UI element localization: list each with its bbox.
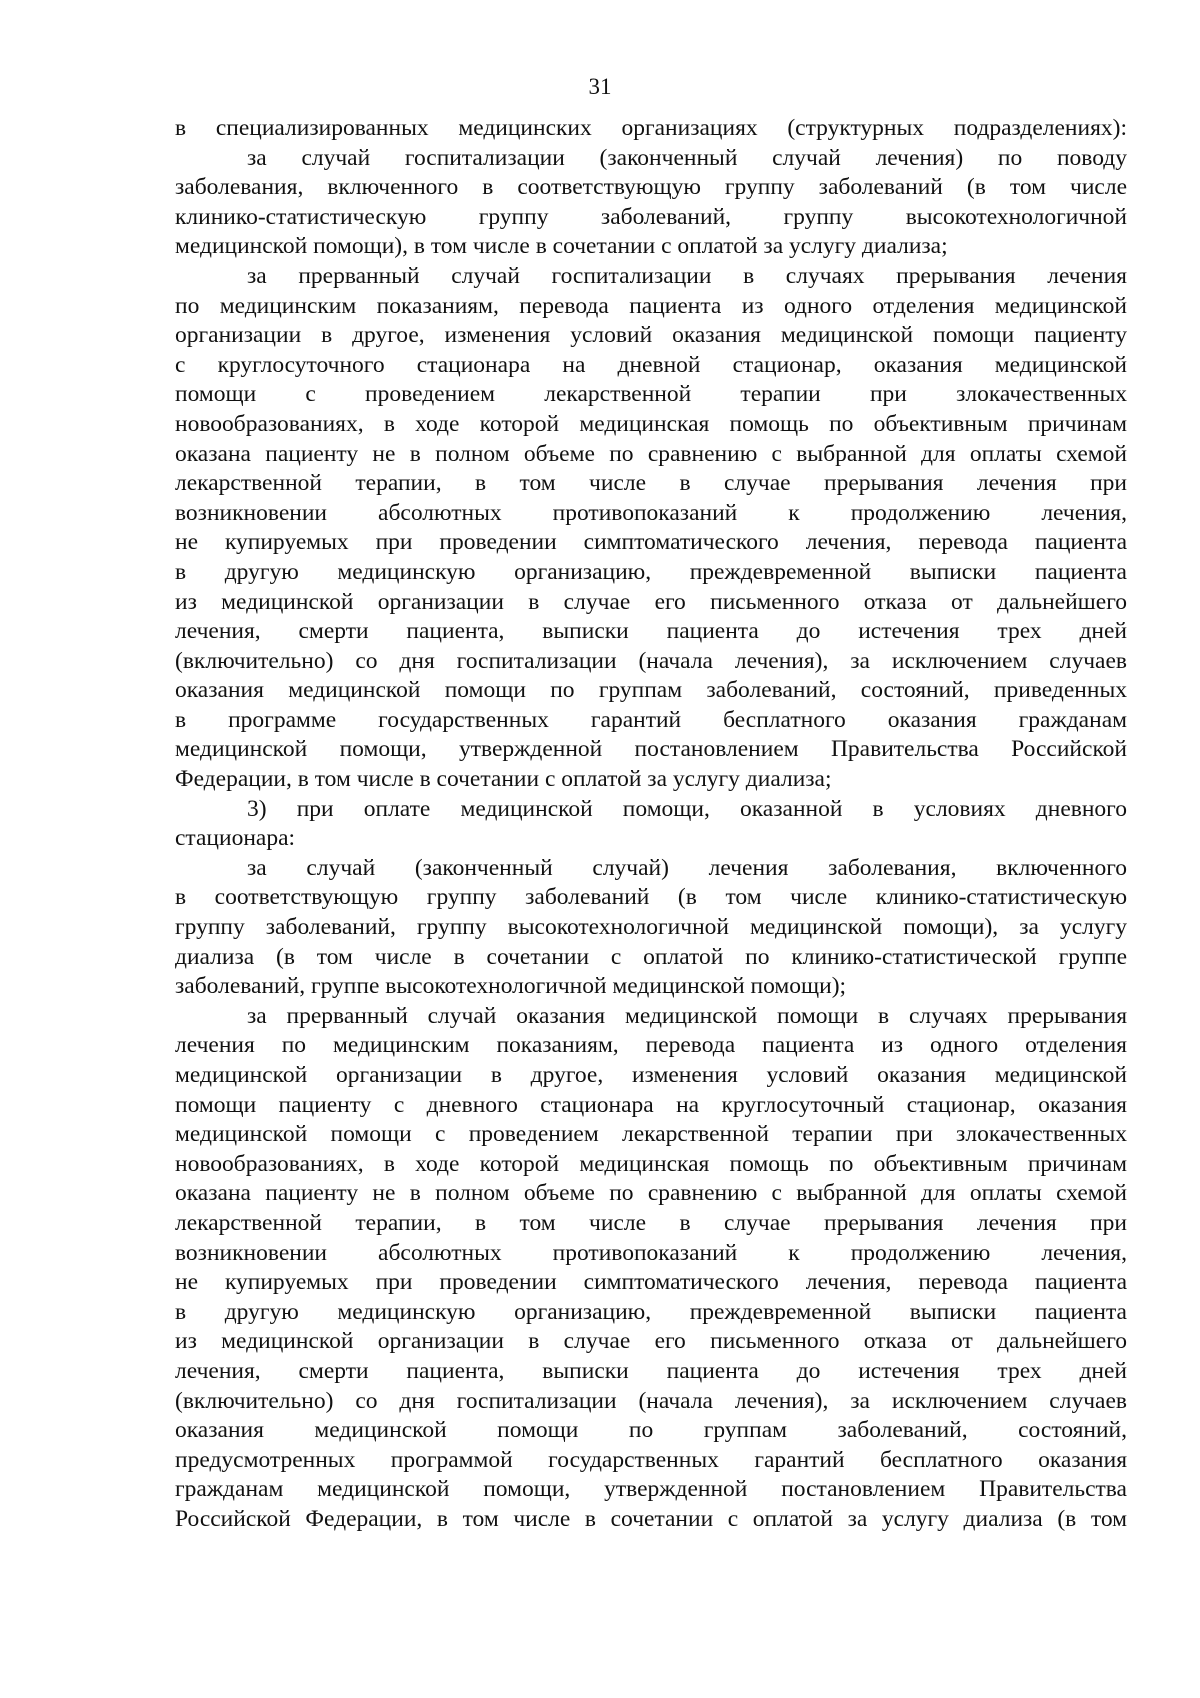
text-line: лечения, смерти пациента, выписки пациента до истечения трех дней <box>175 1357 1127 1384</box>
text-line: не купируемых при проведении симптоматического лечения, перевода пациента <box>175 529 1127 556</box>
text-line: диализа (в том числе в сочетании с оплатой по клинико-статистической группе <box>175 943 1127 970</box>
text-line: медицинской помощи), в том числе в сочетании с оплатой за услугу диализа; <box>175 233 948 260</box>
text-line: предусмотренных программой государственных гарантий бесплатного оказания <box>175 1446 1127 1473</box>
text-line: в другую медицинскую организацию, преждевременной выписки пациента <box>175 558 1127 585</box>
text-line: (включительно) со дня госпитализации (начала лечения), за исключением случаев <box>175 647 1127 674</box>
text-line: новообразованиях, в ходе которой медицинская помощь по объективным причинам <box>175 1150 1127 1177</box>
body-text <box>175 114 1127 1535</box>
text-line: оказания медицинской помощи по группам заболеваний, состояний, <box>175 1417 1127 1444</box>
text-line: лекарственной терапии, в том числе в случае прерывания лечения при <box>175 470 1127 497</box>
text-line: возникновении абсолютных противопоказаний к продолжению лечения, <box>175 499 1127 526</box>
text-line: в программе государственных гарантий бесплатного оказания гражданам <box>175 706 1127 733</box>
text-line: по медицинским показаниям, перевода пациента из одного отделения медицинской <box>175 292 1127 319</box>
text-line: в другую медицинскую организацию, преждевременной выписки пациента <box>175 1298 1127 1325</box>
text-line: Федерации, в том числе в сочетании с оплатой за услугу диализа; <box>175 766 832 793</box>
text-line: медицинской помощи, утвержденной постановлением Правительства Российской <box>175 736 1127 763</box>
text-line: заболеваний, группе высокотехнологичной медицинской помощи); <box>175 973 847 1000</box>
text-line: за случай госпитализации (законченный случай лечения) по поводу <box>247 144 1127 171</box>
text-line: в соответствующую группу заболеваний (в том числе клинико-статистическую <box>175 884 1127 911</box>
text-line: медицинской помощи с проведением лекарственной терапии при злокачественных <box>175 1121 1127 1148</box>
text-line: клинико-статистическую группу заболеваний, группу высокотехнологичной <box>175 203 1127 230</box>
text-line: за прерванный случай оказания медицинской помощи в случаях прерывания <box>247 1002 1127 1029</box>
text-line: из медицинской организации в случае его письменного отказа от дальнейшего <box>175 1328 1127 1355</box>
text-line: гражданам медицинской помощи, утвержденной постановлением Правительства <box>175 1476 1127 1503</box>
text-line: оказана пациенту не в полном объеме по сравнению с выбранной для оплаты схемой <box>175 440 1127 467</box>
text-line: за прерванный случай госпитализации в случаях прерывания лечения <box>247 262 1127 289</box>
text-line: медицинской организации в другое, изменения условий оказания медицинской <box>175 1062 1127 1088</box>
text-line: с круглосуточного стационара на дневной стационар, оказания медицинской <box>175 351 1127 378</box>
text-line: новообразованиях, в ходе которой медицинская помощь по объективным причинам <box>175 410 1127 437</box>
text-line: группу заболеваний, группу высокотехнологичной медицинской помощи), за услугу <box>175 914 1127 941</box>
text-line: в специализированных медицинских организациях (структурных подразделениях): <box>175 115 1127 141</box>
text-line: оказана пациенту не в полном объеме по сравнению с выбранной для оплаты схемой <box>175 1180 1127 1207</box>
text-line: помощи с проведением лекарственной терапии при злокачественных <box>175 381 1127 408</box>
text-line: оказания медицинской помощи по группам заболеваний, состояний, приведенных <box>175 677 1127 704</box>
text-line: Российской Федерации, в том числе в сочетании с оплатой за услугу диализа (в том <box>175 1505 1127 1532</box>
text-line: лечения, смерти пациента, выписки пациента до истечения трех дней <box>175 618 1127 645</box>
text-line: (включительно) со дня госпитализации (начала лечения), за исключением случаев <box>175 1387 1127 1414</box>
page-number: 31 <box>588 74 612 99</box>
text-line: за случай (законченный случай) лечения заболевания, включенного <box>247 854 1127 881</box>
text-line: лекарственной терапии, в том числе в случае прерывания лечения при <box>175 1209 1127 1236</box>
text-line: помощи пациенту с дневного стационара на круглосуточный стационар, оказания <box>175 1091 1127 1118</box>
text-line: организации в другое, изменения условий оказания медицинской помощи пациенту <box>175 322 1127 349</box>
text-line: 3) при оплате медицинской помощи, оказанной в условиях дневного <box>247 795 1127 822</box>
text-line: возникновении абсолютных противопоказаний к продолжению лечения, <box>175 1239 1127 1266</box>
text-line: лечения по медицинским показаниям, перевода пациента из одного отделения <box>175 1032 1127 1059</box>
text-line: из медицинской организации в случае его письменного отказа от дальнейшего <box>175 588 1127 615</box>
text-line: не купируемых при проведении симптоматического лечения, перевода пациента <box>175 1269 1127 1296</box>
text-line: стационара: <box>175 825 296 852</box>
text-line: заболевания, включенного в соответствующую группу заболеваний (в том числе <box>175 174 1127 201</box>
